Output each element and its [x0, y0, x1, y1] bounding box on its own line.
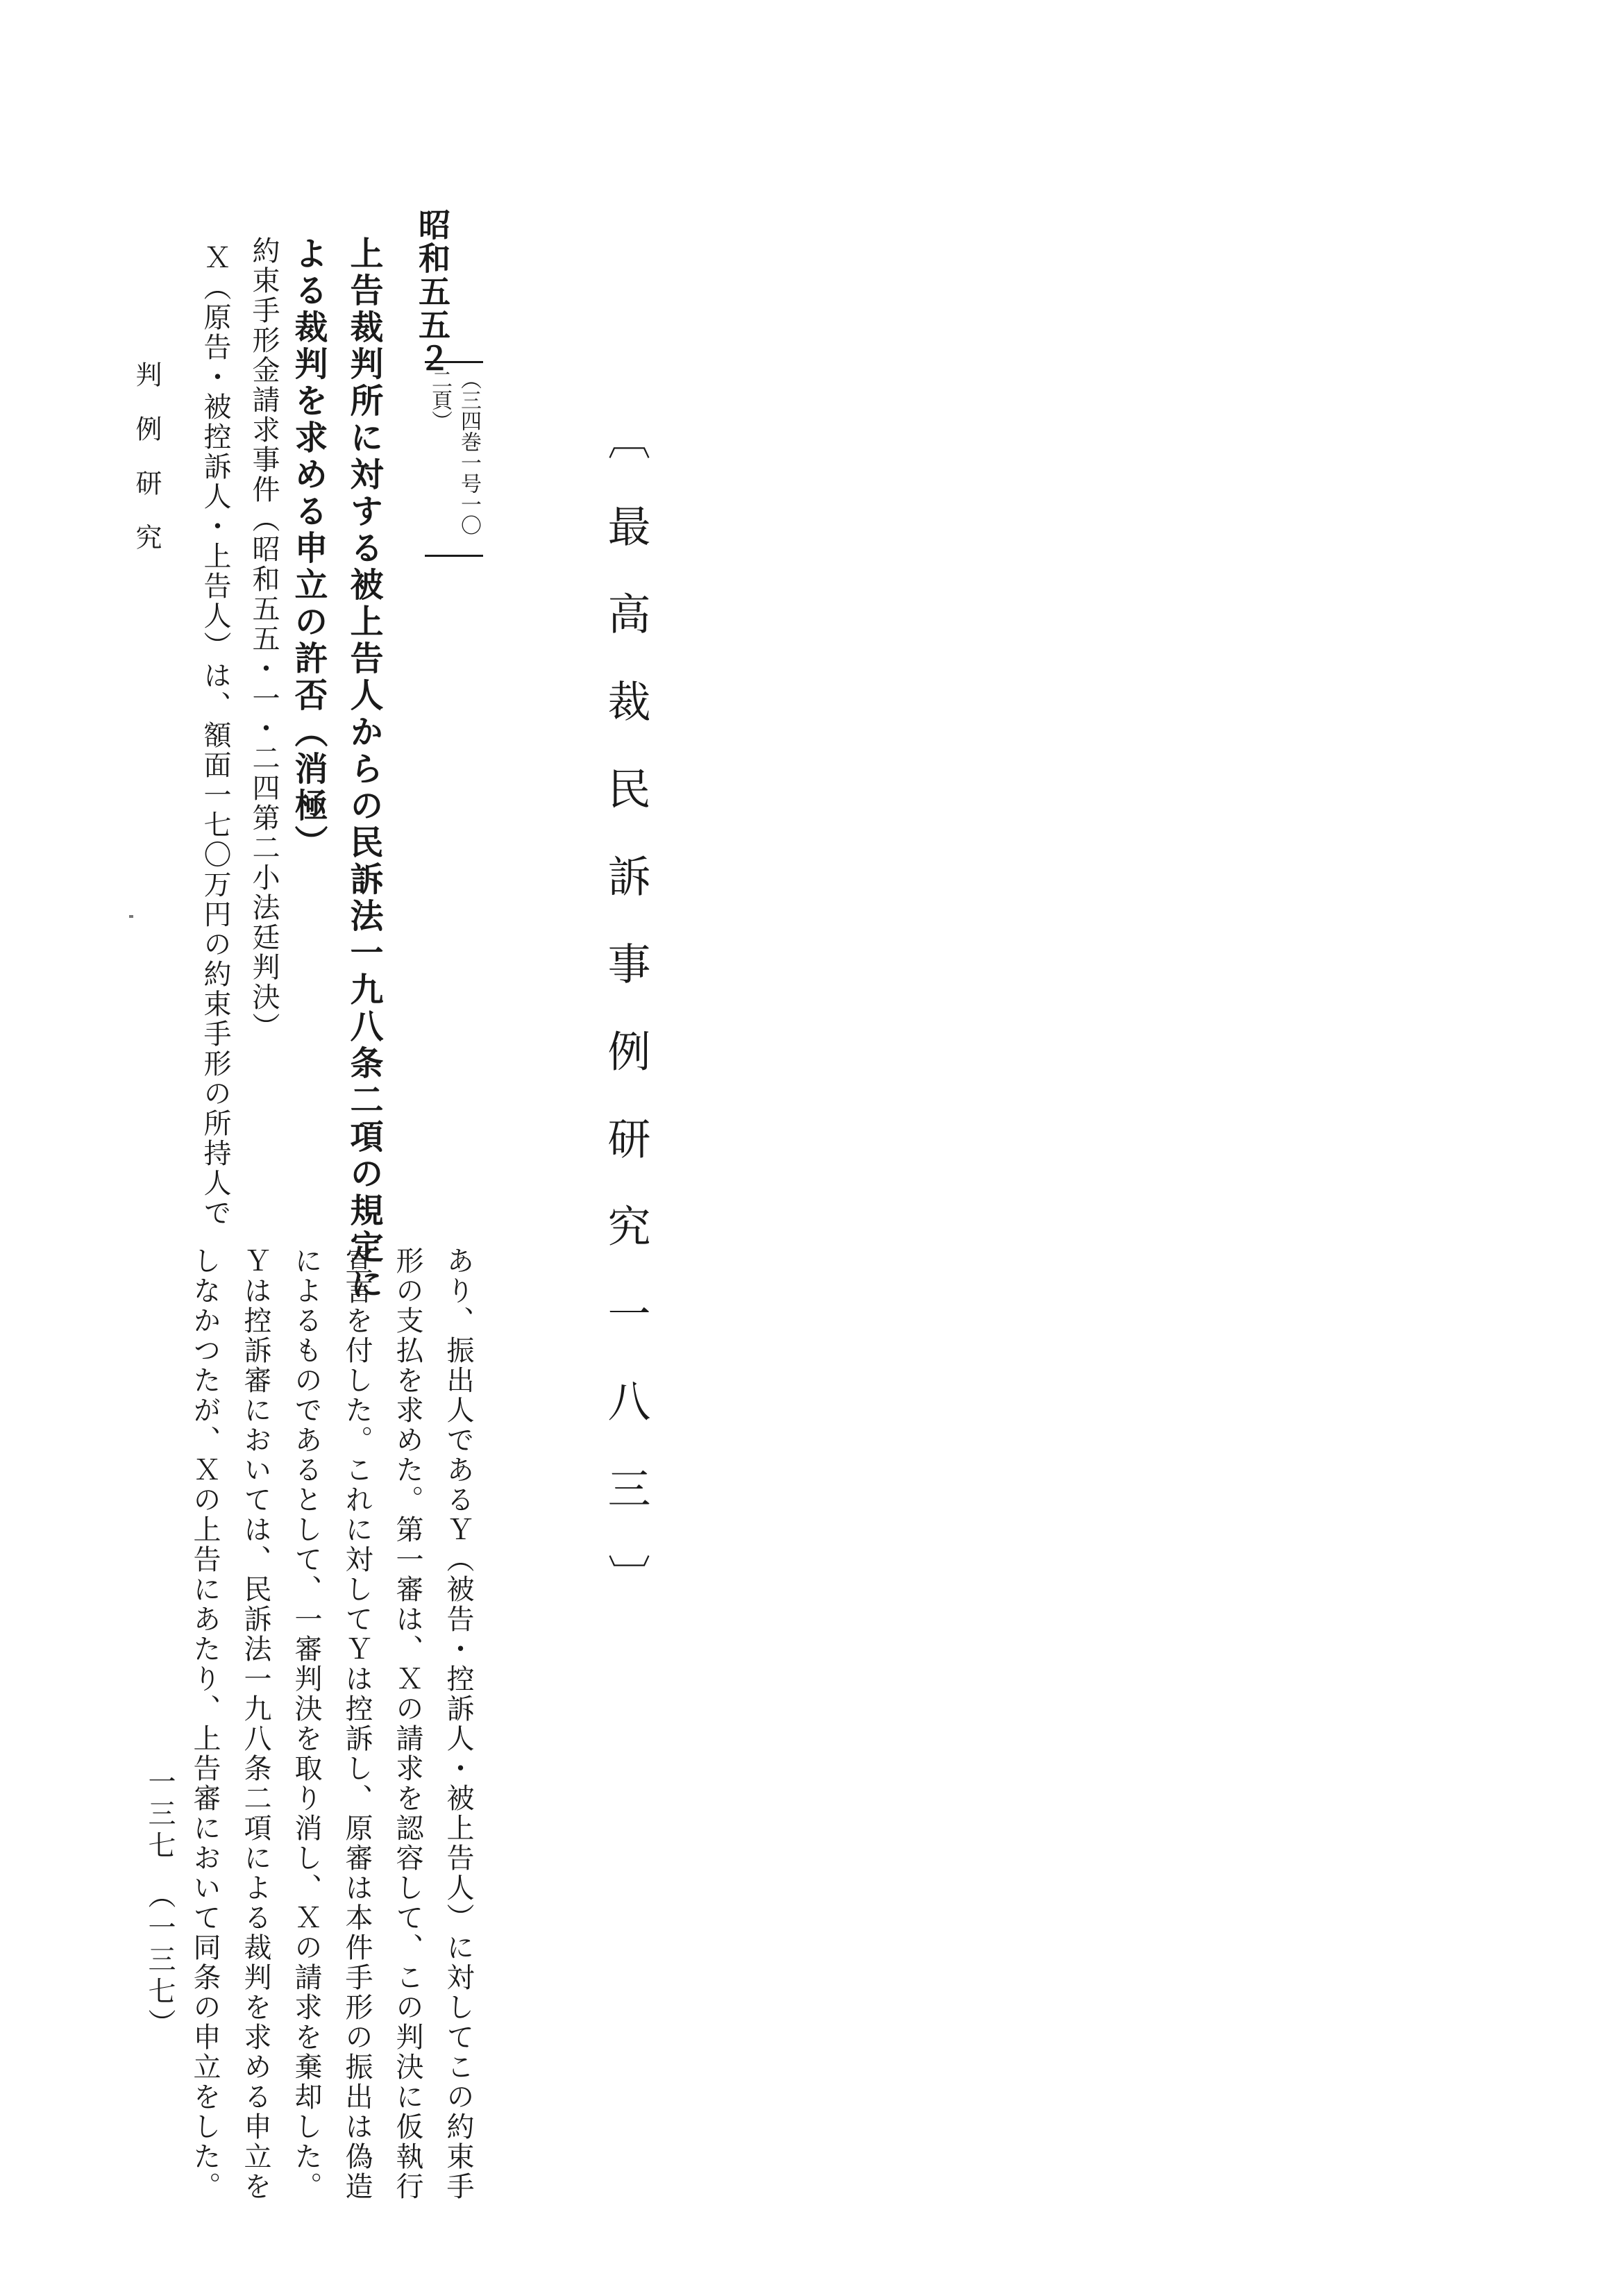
- body-text-line: しなかつたが、Ｘの上告にあたり、上告審において同条の申立をした。: [189, 1246, 221, 2202]
- section-label: 判例研究: [131, 361, 162, 578]
- case-headline-line-2: よる裁判を求める申立の許否（消極）: [289, 236, 328, 862]
- body-text-line: によるものであるとして、一審判決を取り消し、Ｘの請求を棄却した。: [290, 1246, 322, 2202]
- case-name: 約束手形金請求事件（昭和五五・一・二四第二小法廷判決）: [248, 236, 280, 1042]
- body-text-line: あり、振出人であるＹ（被告・控訴人・被上告人）に対してこの約束手: [442, 1246, 474, 2202]
- series-title: 〔最高裁民訴事例研究一八三〕: [600, 417, 651, 1641]
- scan-speck: [129, 915, 133, 918]
- body-text-line: 宣言を付した。これに対してＹは控訴し、原審は本件手形の振出は偽造: [341, 1246, 373, 2202]
- page-number: 一三七 （一三七）: [144, 1767, 176, 2041]
- body-text-line: 形の支払を求めた。第一審は、Ｘの請求を認容して、この判決に仮執行: [391, 1246, 423, 2202]
- case-headline-line-1: 上告裁判所に対する被上告人からの民訴法一九八条二項の規定に: [344, 236, 383, 1303]
- body-text-line: Ｘ（原告・被控訴人・上告人）は、額面一七〇万円の約束手形の所持人で: [199, 243, 231, 1228]
- case-reference: （三四巻一号一〇二頁）: [425, 361, 483, 557]
- case-number: 昭和五五２: [414, 208, 451, 375]
- body-text-line: Ｙは控訴審においては、民訴法一九八条二項による裁判を求める申立を: [239, 1246, 271, 2202]
